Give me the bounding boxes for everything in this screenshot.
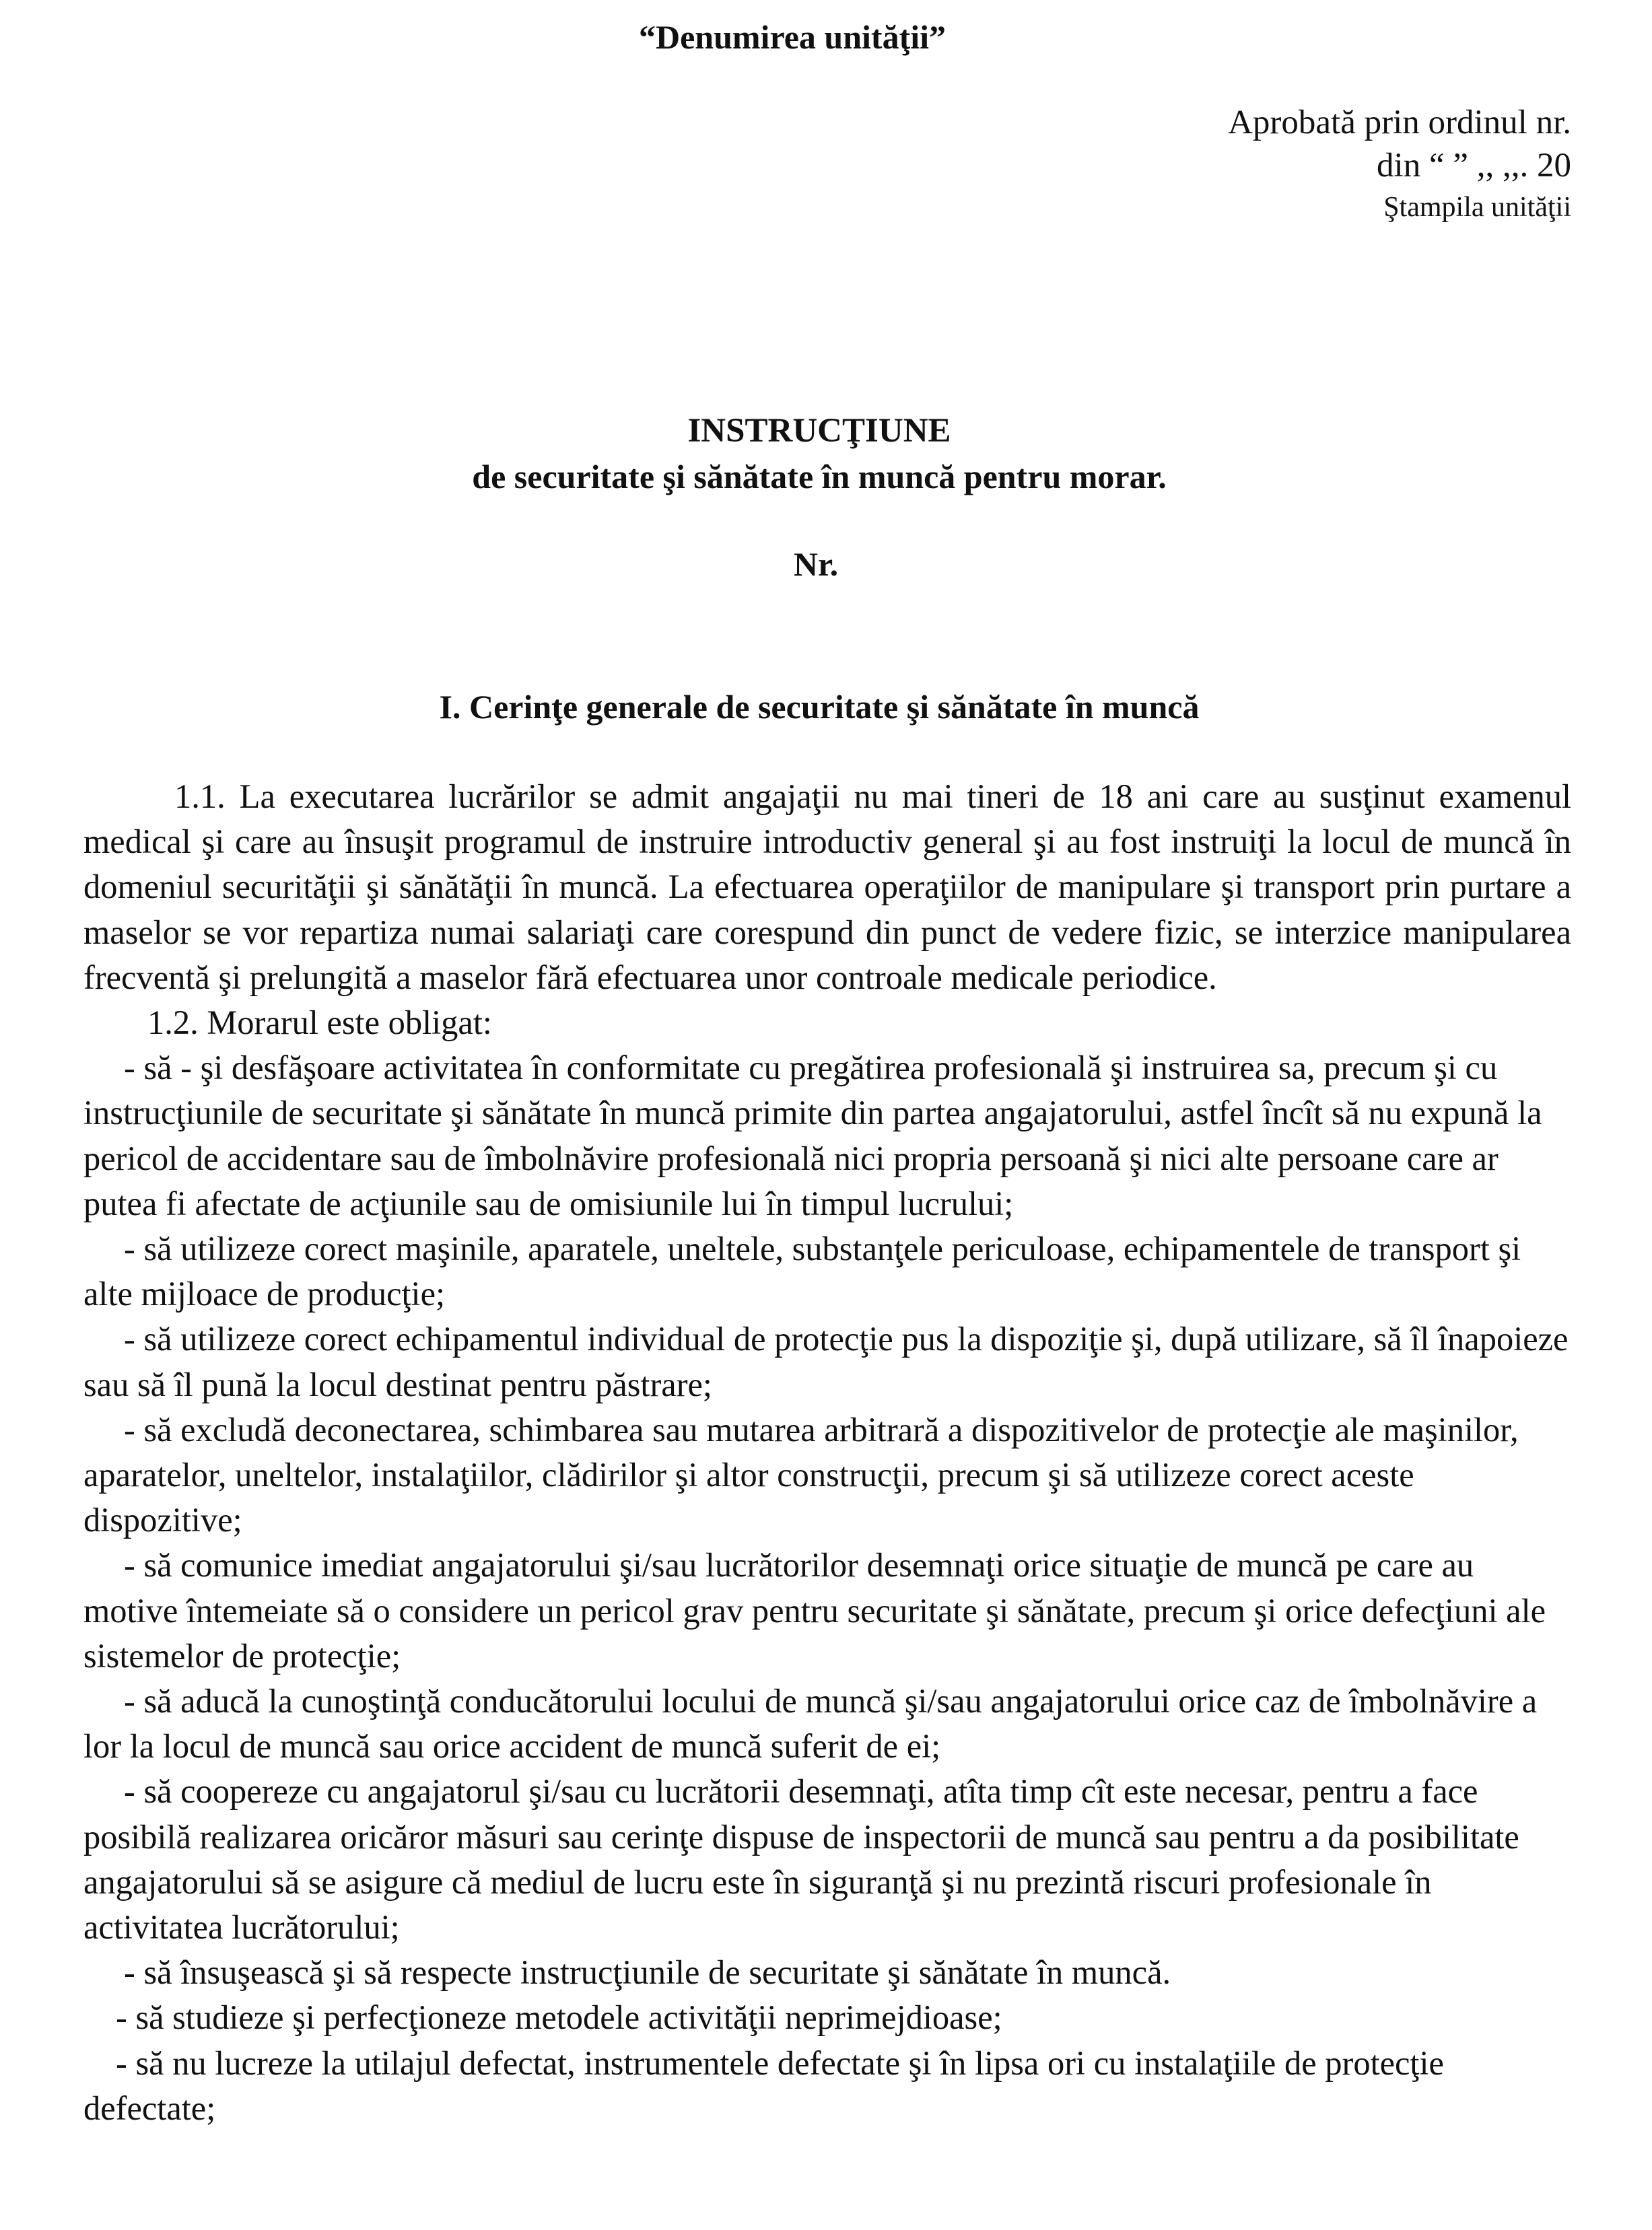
section-heading-text: I. Cerinţe generale de securitate şi sănătate în muncă	[439, 688, 1200, 726]
document-number-label: Nr.	[793, 545, 839, 583]
document-title-block	[0, 408, 1652, 587]
section-body	[83, 774, 1571, 2131]
paragraph-1-2: 1.2. Morarul este obligat:	[147, 1004, 492, 1042]
approval-block	[1228, 101, 1571, 228]
document-title: INSTRUCŢIUNE	[687, 412, 951, 450]
obligation-item: - să utilizeze corect echipamentul individual de protecţie pus la dispoziţie şi, după utilizare, să îl înapoieze sau să îl pună la locul destinat pentru păstrare;	[83, 1320, 1569, 1403]
obligation-item: - să coopereze cu angajatorul şi/sau cu lucrătorii desemnaţi, atîta timp cît este necesar, pentru a face posibilă realizarea oricăror măsuri sau cerinţe dispuse de inspectorii de muncă sau pentru a da posibilitate angajatorului să se asigure că mediul de lucru este în siguranţă şi nu prezintă riscuri profesionale în activitatea lucrătorului;	[83, 1772, 1519, 1947]
obligation-item: - să - şi desfăşoare activitatea în conformitate cu pregătirea profesională şi instruirea sa, precum şi cu instrucţiunile de securitate şi sănătate în muncă primite din partea angajatorului, astfel încît să nu expună la pericol de accidentare sau de îmbolnăvire profesională nici propria persoană şi nici alte persoane care ar putea fi afectate de acţiunile sau de omisiunile lui în timpul lucrului;	[83, 1049, 1542, 1222]
obligation-item: - să studieze şi perfecţioneze metodele activităţii neprimejdioase;	[116, 1998, 1002, 2037]
obligation-item: - să nu lucreze la utilajul defectat, instrumentele defectate şi în lipsa ori cu instalaţiile de protecţie defectate;	[83, 2044, 1444, 2127]
obligation-item: - să excludă deconectarea, schimbarea sau mutarea arbitrară a dispozitivelor de protecţie ale maşinilor, aparatelor, uneltelor, instalaţiilor, clădirilor şi altor construcţii, precum şi să utilizeze corect aceste dispozitive;	[83, 1410, 1519, 1539]
obligation-item: - să însuşească şi să respecte instrucţiunile de securitate şi sănătate în muncă.	[124, 1953, 1171, 1992]
unit-name-text: “Denumirea unităţii”	[638, 18, 947, 56]
stamp-label: Ştampila unităţii	[1383, 192, 1571, 223]
obligation-item: - să utilizeze corect maşinile, aparatele, uneltele, substanţele periculoase, echipamentele de transport şi alte mijloace de producţie;	[83, 1230, 1521, 1313]
approval-order-line: Aprobată prin ordinul nr.	[1228, 104, 1571, 141]
document-subtitle: de securitate şi sănătate în muncă pentru morar.	[472, 458, 1167, 495]
section-heading	[0, 684, 1652, 730]
paragraph-1-1: 1.1. La executarea lucrărilor se admit angajaţii nu mai tineri de 18 ani care au susţinut examenul medical şi care au însuşit programul de instruire introductiv general şi au fost instruiţi la locul de muncă în domeniul securităţii şi sănătăţii în muncă. La efectuarea operaţiilor de manipulare şi transport prin purtare a maselor se vor repartiza numai salariaţi care corespund din punct de vedere fizic, se interzice manipularea frecventă şi prelungită a maselor fără efectuarea unor controale medicale periodice.	[83, 777, 1571, 996]
obligation-item: - să aducă la cunoştinţă conducătorului locului de muncă şi/sau angajatorului orice caz de îmbolnăvire a lor la locul de muncă sau orice accident de muncă suferit de ei;	[83, 1682, 1538, 1766]
approval-date-line: din “ ” ,, ,,. 20	[1377, 147, 1571, 184]
obligation-item: - să comunice imediat angajatorului şi/sau lucrătorilor desemnaţi orice situaţie de muncă pe care au motive întemeiate să o considere un pericol grav pentru securitate şi sănătate, precum şi orice defecţiuni ale sistemelor de protecţie;	[83, 1546, 1546, 1675]
unit-name-placeholder	[0, 15, 1652, 59]
obligations-list	[83, 1045, 1571, 2131]
